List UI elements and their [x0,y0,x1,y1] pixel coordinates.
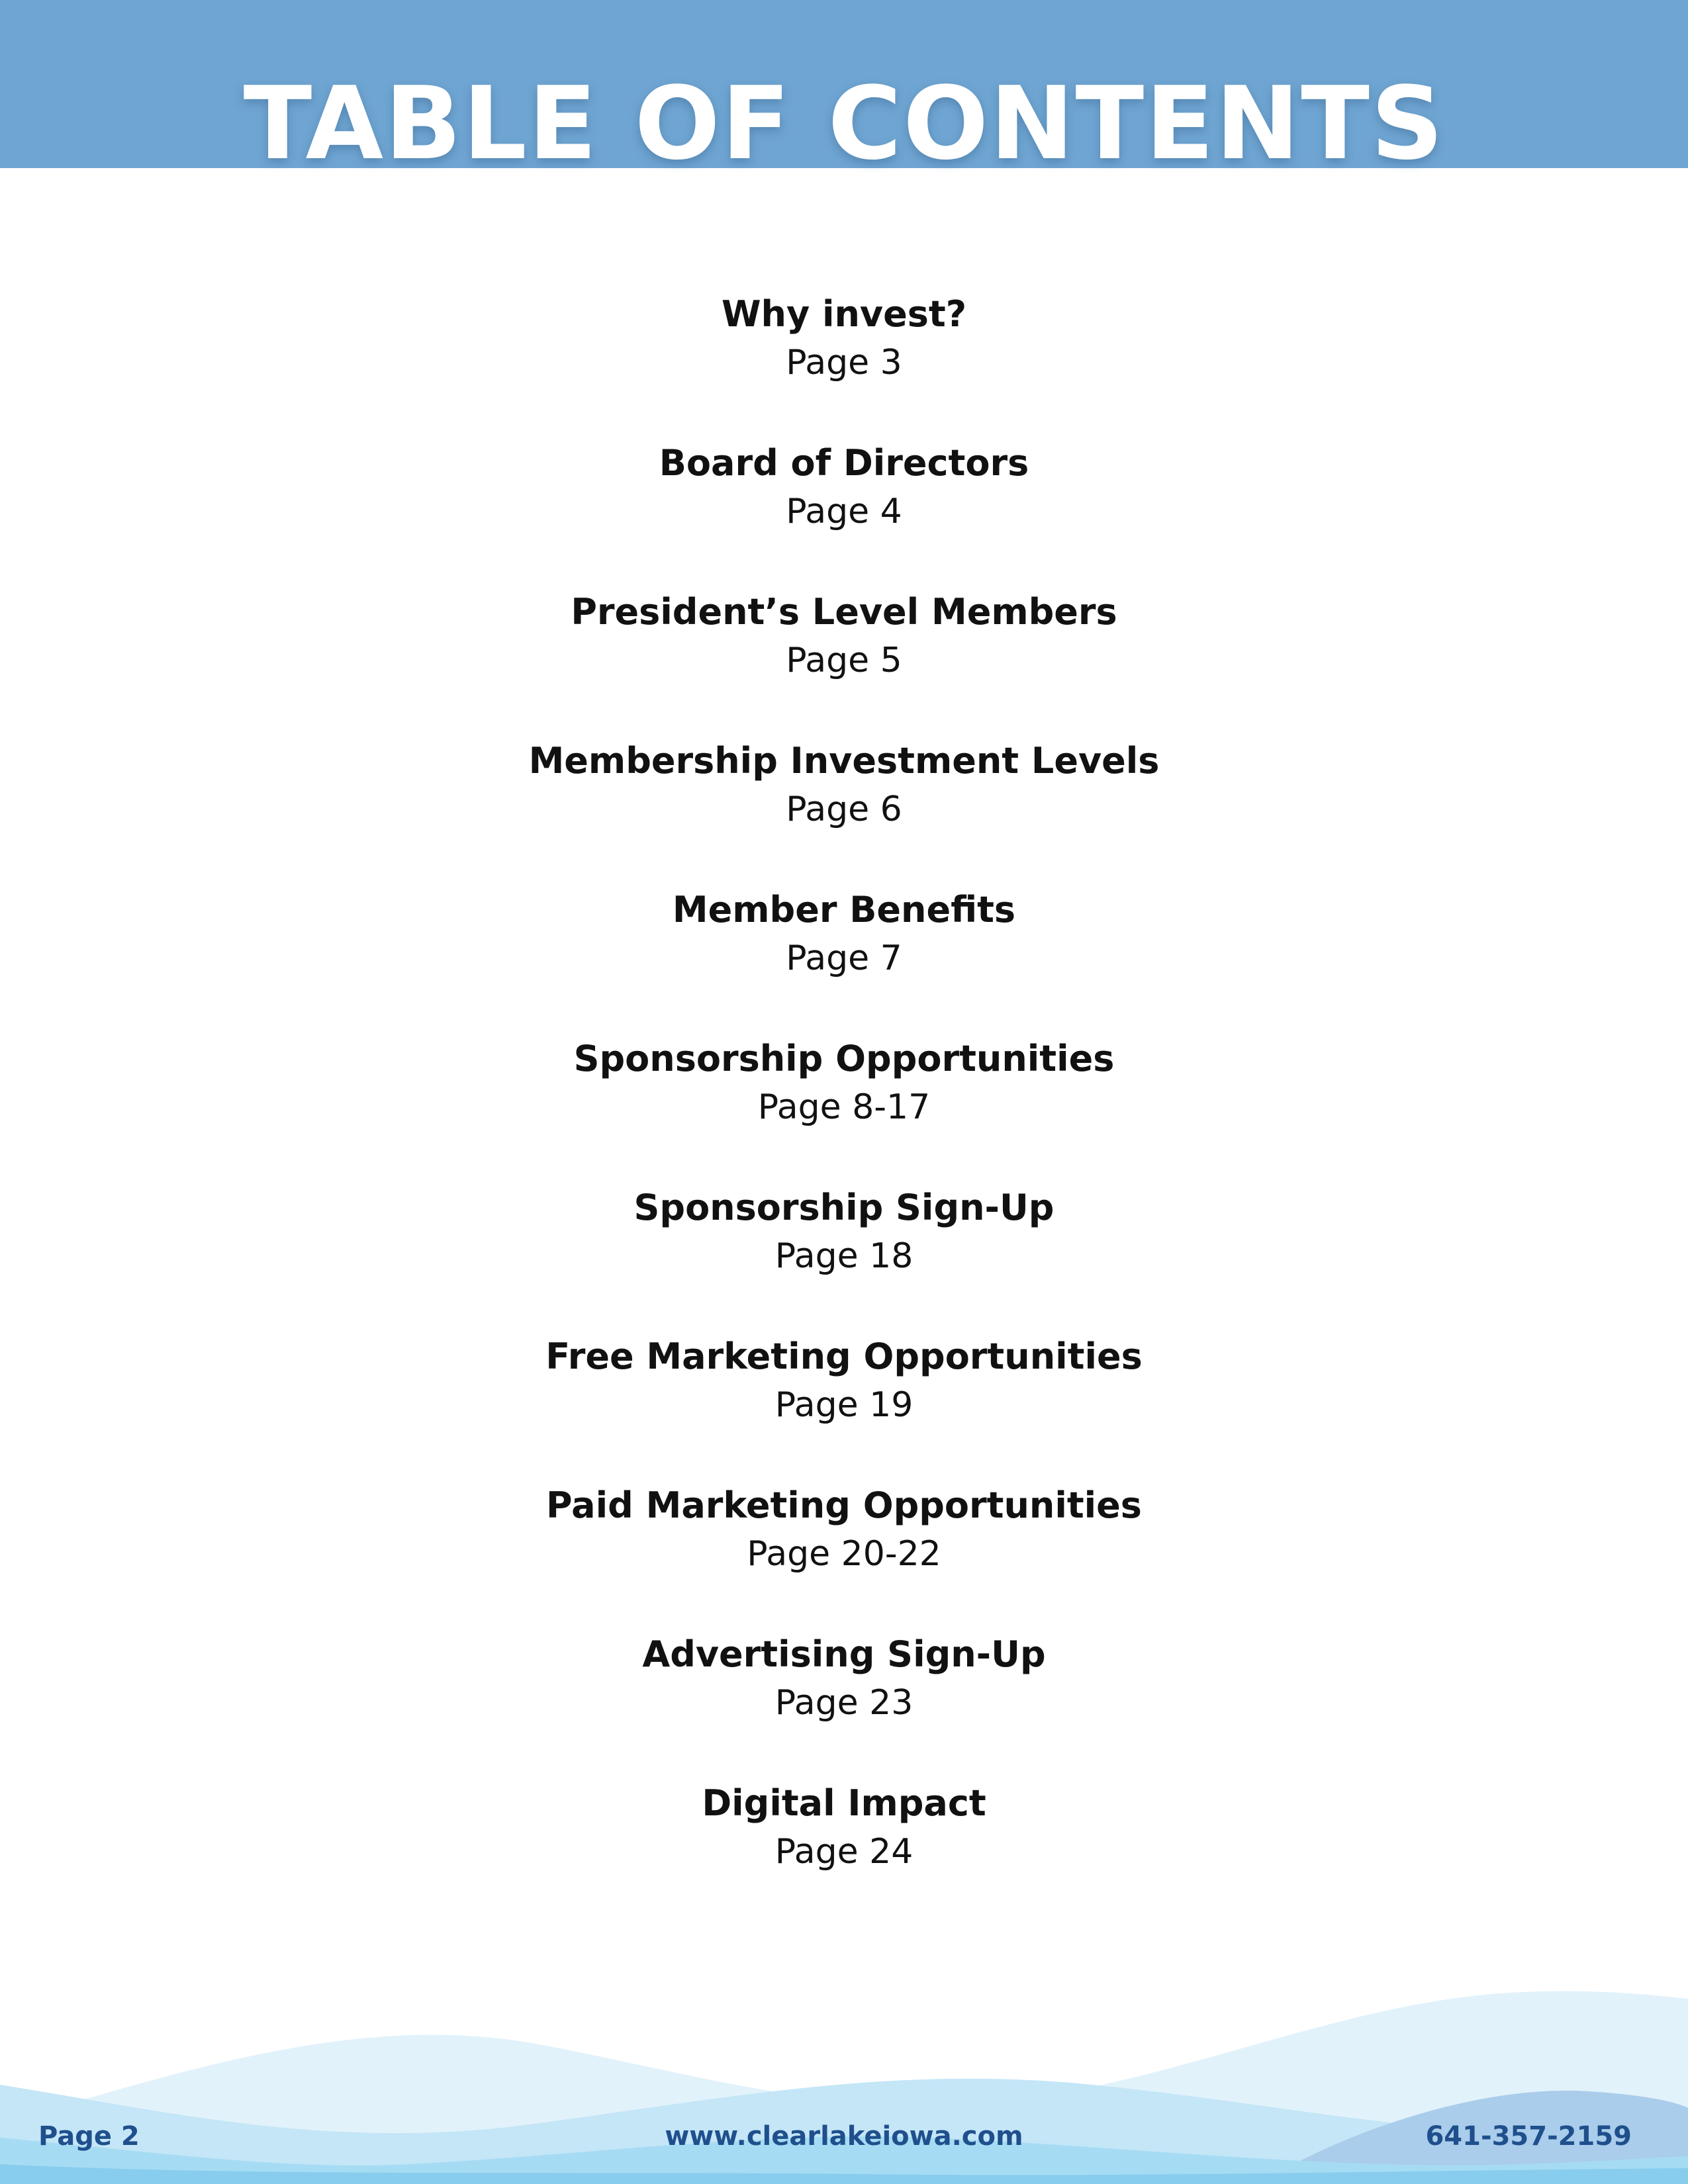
toc-heading: Paid Marketing Opportunities [546,1484,1142,1526]
toc-heading: Sponsorship Sign-Up [633,1187,1055,1228]
toc-entry[interactable] [0,440,1688,537]
toc-page-number: Page 18 [774,1236,914,1276]
footer-website[interactable]: www.clearlakeiowa.com [665,2121,1023,2152]
toc-entry[interactable] [0,291,1688,388]
toc-entry[interactable] [0,887,1688,983]
toc-entry[interactable] [0,738,1688,835]
toc-heading: Board of Directors [659,442,1029,484]
toc-heading: Why invest? [721,293,967,335]
toc-entry[interactable] [0,1185,1688,1281]
toc-page-number: Page 6 [786,790,902,829]
toc-entry[interactable] [0,589,1688,686]
toc-heading: Sponsorship Opportunities [573,1038,1115,1079]
toc-entry[interactable] [0,1631,1688,1728]
toc-page-number: Page 23 [774,1683,914,1723]
toc-entry[interactable] [0,1780,1688,1877]
footer-phone[interactable]: 641-357-2159 [1425,2121,1632,2152]
toc-page-number: Page 24 [774,1832,914,1872]
toc-heading: Free Marketing Opportunities [545,1336,1143,1377]
toc-entry[interactable] [0,1036,1688,1132]
toc-page-number: Page 4 [786,492,902,531]
toc-entry[interactable] [0,1482,1688,1579]
toc-entry[interactable] [0,1334,1688,1430]
toc-page-number: Page 20-22 [747,1534,941,1574]
toc-heading: Digital Impact [702,1782,986,1824]
footer-page-number: Page 2 [38,2121,140,2152]
toc-page-number: Page 7 [786,938,902,978]
toc-heading: President’s Level Members [571,591,1117,633]
toc-heading: Member Benefits [672,889,1016,931]
toc-page-number: Page 8-17 [757,1087,931,1127]
toc-page-number: Page 3 [786,343,902,383]
page-title: TABLE OF CONTENTS [243,65,1445,182]
toc-page-number: Page 5 [786,641,902,680]
toc-heading: Advertising Sign-Up [642,1633,1046,1675]
toc-page-number: Page 19 [774,1385,914,1425]
toc-heading: Membership Investment Levels [528,740,1160,782]
